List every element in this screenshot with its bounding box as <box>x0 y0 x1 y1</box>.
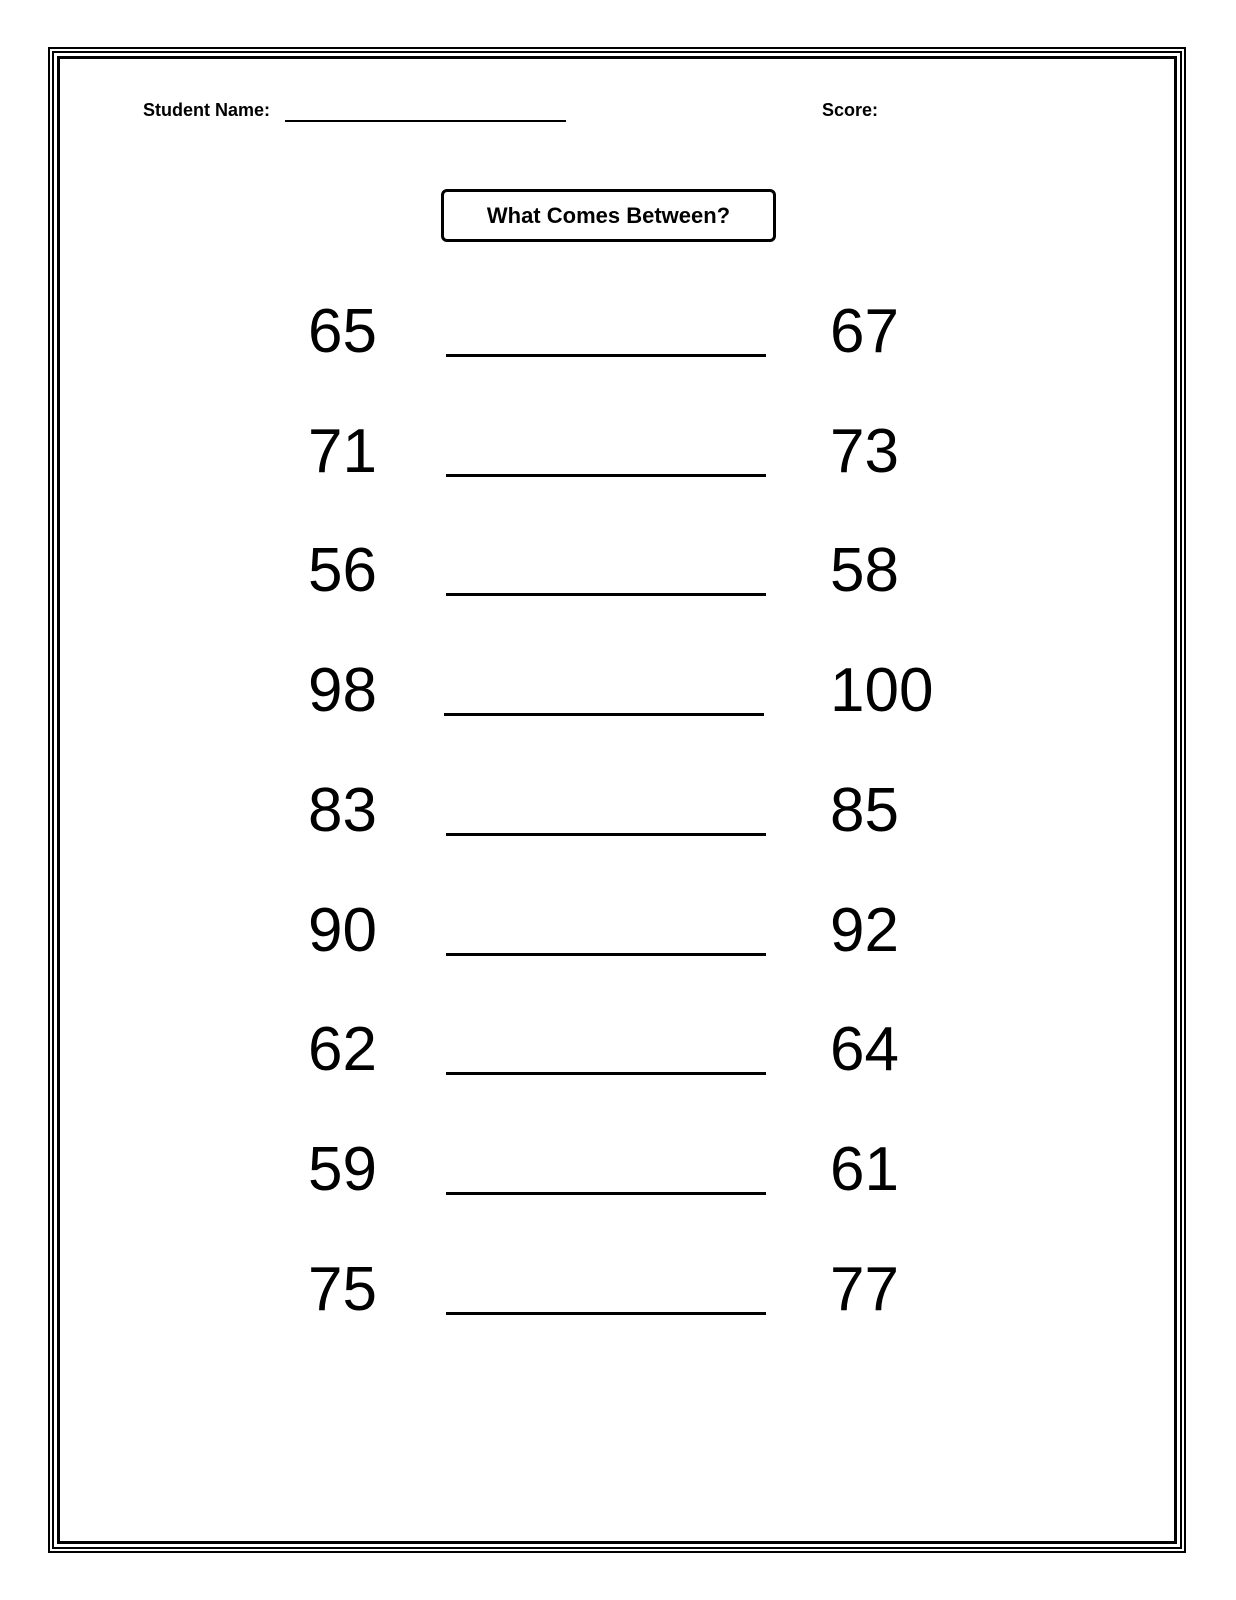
right-number: 92 <box>830 896 899 965</box>
left-number: 75 <box>308 1255 377 1324</box>
answer-blank[interactable] <box>446 833 766 836</box>
answer-blank[interactable] <box>446 1312 766 1315</box>
answer-blank[interactable] <box>446 354 766 357</box>
answer-blank[interactable] <box>446 953 766 956</box>
right-number: 85 <box>830 776 899 845</box>
right-number: 64 <box>830 1015 899 1084</box>
left-number: 83 <box>308 776 377 845</box>
left-number: 56 <box>308 536 377 605</box>
worksheet-title: What Comes Between? <box>441 189 776 242</box>
left-number: 59 <box>308 1135 377 1204</box>
right-number: 100 <box>830 656 934 725</box>
right-number: 61 <box>830 1135 899 1204</box>
score-label: Score: <box>822 100 879 120</box>
right-number: 58 <box>830 536 899 605</box>
question-row <box>0 1010 1236 1090</box>
right-number: 67 <box>830 297 899 366</box>
answer-blank[interactable] <box>446 1192 766 1195</box>
right-number: 77 <box>830 1255 899 1324</box>
student-name-field[interactable] <box>285 120 566 122</box>
left-number: 62 <box>308 1015 377 1084</box>
question-row <box>0 891 1236 971</box>
question-row <box>0 412 1236 492</box>
answer-blank[interactable] <box>446 474 766 477</box>
answer-blank[interactable] <box>446 593 766 596</box>
question-row <box>0 531 1236 611</box>
answer-blank[interactable] <box>444 713 764 716</box>
question-row <box>0 651 1236 731</box>
student-name-label: Student Name: <box>143 100 271 120</box>
question-row <box>0 771 1236 851</box>
left-number: 98 <box>308 656 377 725</box>
left-number: 90 <box>308 896 377 965</box>
question-row <box>0 292 1236 372</box>
left-number: 65 <box>308 297 377 366</box>
right-number: 73 <box>830 417 899 486</box>
answer-blank[interactable] <box>446 1072 766 1075</box>
question-row <box>0 1130 1236 1210</box>
question-row <box>0 1250 1236 1330</box>
left-number: 71 <box>308 417 377 486</box>
